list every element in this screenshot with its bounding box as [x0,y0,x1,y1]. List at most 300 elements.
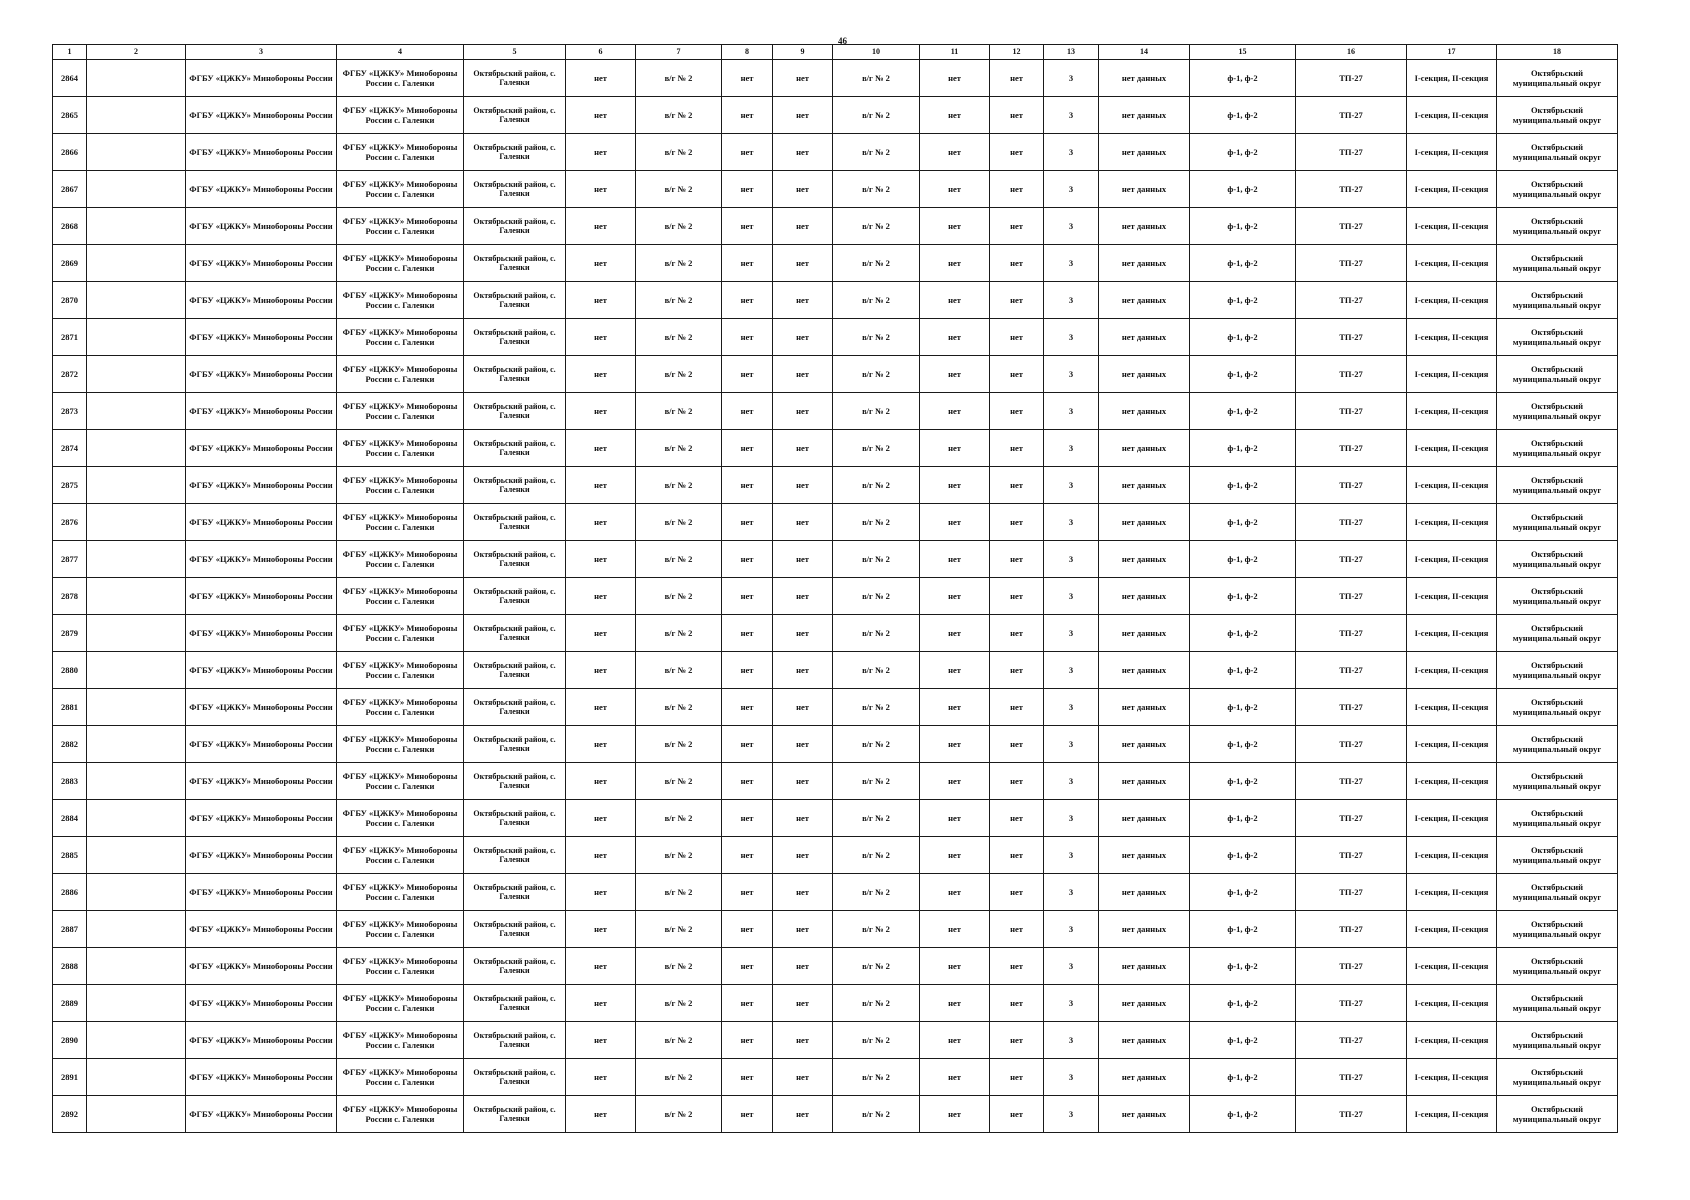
cell-col-8: нет [722,689,773,726]
cell-col-8: нет [722,874,773,911]
cell-col-9: нет [773,208,833,245]
table-row [53,134,1618,171]
cell-col-4: ФГБУ «ЦЖКУ» Минобороны России с. Галенки [337,615,464,652]
cell-col-13: 3 [1044,874,1099,911]
cell-col-1: 2865 [53,97,87,134]
cell-col-2 [87,467,186,504]
cell-col-1: 2864 [53,60,87,97]
cell-col-14: нет данных [1099,430,1190,467]
cell-col-4: ФГБУ «ЦЖКУ» Минобороны России с. Галенки [337,985,464,1022]
column-header-15: 15 [1190,45,1296,60]
cell-col-11: нет [920,652,990,689]
cell-col-2 [87,60,186,97]
cell-col-6: нет [566,1096,636,1133]
cell-col-14: нет данных [1099,245,1190,282]
cell-col-2 [87,615,186,652]
cell-col-11: нет [920,134,990,171]
cell-col-6: нет [566,1022,636,1059]
cell-col-12: нет [990,615,1044,652]
cell-col-8: нет [722,911,773,948]
cell-col-11: нет [920,245,990,282]
cell-col-18: Октябрьский муниципальный округ [1497,393,1618,430]
cell-col-2 [87,763,186,800]
cell-col-8: нет [722,800,773,837]
cell-col-7: в/г № 2 [636,134,722,171]
cell-col-9: нет [773,874,833,911]
cell-col-6: нет [566,134,636,171]
cell-col-9: нет [773,319,833,356]
cell-col-4: ФГБУ «ЦЖКУ» Минобороны России с. Галенки [337,689,464,726]
column-header-12: 12 [990,45,1044,60]
cell-col-6: нет [566,504,636,541]
cell-col-16: ТП-27 [1296,171,1407,208]
cell-col-1: 2881 [53,689,87,726]
table-row [53,504,1618,541]
cell-col-4: ФГБУ «ЦЖКУ» Минобороны России с. Галенки [337,1022,464,1059]
cell-col-18: Октябрьский муниципальный округ [1497,800,1618,837]
cell-col-7: в/г № 2 [636,948,722,985]
cell-col-18: Октябрьский муниципальный округ [1497,282,1618,319]
column-header-11: 11 [920,45,990,60]
cell-col-5: Октябрьский район, с. Галенки [464,726,566,763]
cell-col-8: нет [722,541,773,578]
cell-col-17: I-секция, II-секция [1407,837,1497,874]
cell-col-3: ФГБУ «ЦЖКУ» Минобороны России [186,208,337,245]
cell-col-4: ФГБУ «ЦЖКУ» Минобороны России с. Галенки [337,948,464,985]
cell-col-18: Октябрьский муниципальный округ [1497,208,1618,245]
cell-col-8: нет [722,985,773,1022]
table-row [53,1059,1618,1096]
cell-col-9: нет [773,689,833,726]
cell-col-10: в/г № 2 [833,504,920,541]
cell-col-10: в/г № 2 [833,800,920,837]
cell-col-14: нет данных [1099,504,1190,541]
cell-col-3: ФГБУ «ЦЖКУ» Минобороны России [186,319,337,356]
cell-col-4: ФГБУ «ЦЖКУ» Минобороны России с. Галенки [337,97,464,134]
column-header-8: 8 [722,45,773,60]
cell-col-7: в/г № 2 [636,171,722,208]
cell-col-3: ФГБУ «ЦЖКУ» Минобороны России [186,874,337,911]
cell-col-6: нет [566,245,636,282]
cell-col-13: 3 [1044,319,1099,356]
cell-col-15: ф-1, ф-2 [1190,171,1296,208]
cell-col-3: ФГБУ «ЦЖКУ» Минобороны России [186,60,337,97]
cell-col-14: нет данных [1099,800,1190,837]
cell-col-17: I-секция, II-секция [1407,208,1497,245]
cell-col-13: 3 [1044,393,1099,430]
cell-col-7: в/г № 2 [636,319,722,356]
cell-col-8: нет [722,1096,773,1133]
cell-col-5: Октябрьский район, с. Галенки [464,504,566,541]
cell-col-12: нет [990,1096,1044,1133]
cell-col-13: 3 [1044,763,1099,800]
cell-col-7: в/г № 2 [636,60,722,97]
cell-col-14: нет данных [1099,911,1190,948]
cell-col-18: Октябрьский муниципальный округ [1497,171,1618,208]
cell-col-7: в/г № 2 [636,467,722,504]
cell-col-7: в/г № 2 [636,393,722,430]
cell-col-15: ф-1, ф-2 [1190,578,1296,615]
cell-col-11: нет [920,1022,990,1059]
cell-col-17: I-секция, II-секция [1407,356,1497,393]
cell-col-16: ТП-27 [1296,319,1407,356]
cell-col-6: нет [566,97,636,134]
cell-col-11: нет [920,874,990,911]
cell-col-13: 3 [1044,800,1099,837]
cell-col-18: Октябрьский муниципальный округ [1497,578,1618,615]
cell-col-3: ФГБУ «ЦЖКУ» Минобороны России [186,356,337,393]
cell-col-5: Октябрьский район, с. Галенки [464,97,566,134]
cell-col-9: нет [773,911,833,948]
cell-col-7: в/г № 2 [636,763,722,800]
cell-col-11: нет [920,393,990,430]
cell-col-9: нет [773,800,833,837]
column-numbers-row [53,45,1618,60]
cell-col-17: I-секция, II-секция [1407,60,1497,97]
table-body [53,60,1618,1133]
cell-col-12: нет [990,578,1044,615]
cell-col-10: в/г № 2 [833,615,920,652]
cell-col-14: нет данных [1099,467,1190,504]
cell-col-3: ФГБУ «ЦЖКУ» Минобороны России [186,430,337,467]
cell-col-11: нет [920,282,990,319]
cell-col-17: I-секция, II-секция [1407,615,1497,652]
cell-col-18: Октябрьский муниципальный округ [1497,874,1618,911]
cell-col-13: 3 [1044,208,1099,245]
cell-col-4: ФГБУ «ЦЖКУ» Минобороны России с. Галенки [337,134,464,171]
cell-col-5: Октябрьский район, с. Галенки [464,837,566,874]
cell-col-11: нет [920,504,990,541]
cell-col-15: ф-1, ф-2 [1190,726,1296,763]
cell-col-10: в/г № 2 [833,985,920,1022]
cell-col-12: нет [990,97,1044,134]
cell-col-3: ФГБУ «ЦЖКУ» Минобороны России [186,578,337,615]
cell-col-13: 3 [1044,430,1099,467]
table-row [53,689,1618,726]
cell-col-11: нет [920,541,990,578]
cell-col-12: нет [990,319,1044,356]
cell-col-12: нет [990,911,1044,948]
cell-col-13: 3 [1044,60,1099,97]
cell-col-17: I-секция, II-секция [1407,911,1497,948]
cell-col-17: I-секция, II-секция [1407,652,1497,689]
cell-col-16: ТП-27 [1296,134,1407,171]
cell-col-10: в/г № 2 [833,948,920,985]
column-header-2: 2 [87,45,186,60]
cell-col-15: ф-1, ф-2 [1190,948,1296,985]
cell-col-14: нет данных [1099,282,1190,319]
cell-col-7: в/г № 2 [636,726,722,763]
cell-col-9: нет [773,356,833,393]
register-table [52,44,1618,1133]
cell-col-13: 3 [1044,356,1099,393]
cell-col-18: Октябрьский муниципальный округ [1497,948,1618,985]
cell-col-11: нет [920,726,990,763]
cell-col-15: ф-1, ф-2 [1190,652,1296,689]
cell-col-12: нет [990,356,1044,393]
cell-col-6: нет [566,837,636,874]
cell-col-15: ф-1, ф-2 [1190,874,1296,911]
cell-col-14: нет данных [1099,837,1190,874]
cell-col-17: I-секция, II-секция [1407,97,1497,134]
cell-col-16: ТП-27 [1296,245,1407,282]
cell-col-18: Октябрьский муниципальный округ [1497,60,1618,97]
cell-col-7: в/г № 2 [636,578,722,615]
cell-col-1: 2872 [53,356,87,393]
cell-col-8: нет [722,504,773,541]
cell-col-11: нет [920,1096,990,1133]
cell-col-17: I-секция, II-секция [1407,985,1497,1022]
cell-col-10: в/г № 2 [833,282,920,319]
cell-col-14: нет данных [1099,171,1190,208]
cell-col-1: 2884 [53,800,87,837]
cell-col-11: нет [920,171,990,208]
column-header-10: 10 [833,45,920,60]
cell-col-5: Октябрьский район, с. Галенки [464,171,566,208]
cell-col-1: 2867 [53,171,87,208]
cell-col-12: нет [990,874,1044,911]
cell-col-8: нет [722,467,773,504]
column-header-1: 1 [53,45,87,60]
cell-col-15: ф-1, ф-2 [1190,97,1296,134]
cell-col-12: нет [990,689,1044,726]
cell-col-15: ф-1, ф-2 [1190,615,1296,652]
cell-col-9: нет [773,430,833,467]
cell-col-15: ф-1, ф-2 [1190,208,1296,245]
cell-col-6: нет [566,948,636,985]
cell-col-18: Октябрьский муниципальный округ [1497,837,1618,874]
cell-col-11: нет [920,578,990,615]
cell-col-5: Октябрьский район, с. Галенки [464,134,566,171]
cell-col-16: ТП-27 [1296,874,1407,911]
cell-col-16: ТП-27 [1296,615,1407,652]
cell-col-14: нет данных [1099,763,1190,800]
cell-col-7: в/г № 2 [636,97,722,134]
cell-col-3: ФГБУ «ЦЖКУ» Минобороны России [186,911,337,948]
cell-col-13: 3 [1044,245,1099,282]
table-row [53,726,1618,763]
cell-col-4: ФГБУ «ЦЖКУ» Минобороны России с. Галенки [337,763,464,800]
cell-col-12: нет [990,652,1044,689]
cell-col-6: нет [566,911,636,948]
cell-col-18: Октябрьский муниципальный округ [1497,245,1618,282]
cell-col-9: нет [773,134,833,171]
cell-col-11: нет [920,615,990,652]
cell-col-10: в/г № 2 [833,319,920,356]
cell-col-12: нет [990,504,1044,541]
column-header-18: 18 [1497,45,1618,60]
cell-col-18: Октябрьский муниципальный округ [1497,467,1618,504]
cell-col-10: в/г № 2 [833,208,920,245]
column-header-13: 13 [1044,45,1099,60]
cell-col-1: 2866 [53,134,87,171]
cell-col-4: ФГБУ «ЦЖКУ» Минобороны России с. Галенки [337,208,464,245]
cell-col-12: нет [990,282,1044,319]
cell-col-4: ФГБУ «ЦЖКУ» Минобороны России с. Галенки [337,393,464,430]
table-row [53,467,1618,504]
table-row [53,282,1618,319]
cell-col-8: нет [722,393,773,430]
cell-col-10: в/г № 2 [833,1022,920,1059]
cell-col-2 [87,393,186,430]
cell-col-9: нет [773,245,833,282]
cell-col-2 [87,97,186,134]
cell-col-17: I-секция, II-секция [1407,504,1497,541]
cell-col-14: нет данных [1099,652,1190,689]
cell-col-8: нет [722,245,773,282]
cell-col-1: 2885 [53,837,87,874]
cell-col-17: I-секция, II-секция [1407,541,1497,578]
cell-col-5: Октябрьский район, с. Галенки [464,763,566,800]
cell-col-9: нет [773,1022,833,1059]
cell-col-7: в/г № 2 [636,504,722,541]
cell-col-17: I-секция, II-секция [1407,1059,1497,1096]
cell-col-1: 2878 [53,578,87,615]
cell-col-13: 3 [1044,467,1099,504]
cell-col-3: ФГБУ «ЦЖКУ» Минобороны России [186,763,337,800]
cell-col-13: 3 [1044,948,1099,985]
cell-col-8: нет [722,578,773,615]
cell-col-16: ТП-27 [1296,430,1407,467]
cell-col-17: I-секция, II-секция [1407,319,1497,356]
cell-col-5: Октябрьский район, с. Галенки [464,319,566,356]
cell-col-5: Октябрьский район, с. Галенки [464,467,566,504]
cell-col-4: ФГБУ «ЦЖКУ» Минобороны России с. Галенки [337,282,464,319]
cell-col-8: нет [722,97,773,134]
table-row [53,356,1618,393]
cell-col-2 [87,985,186,1022]
cell-col-10: в/г № 2 [833,97,920,134]
cell-col-16: ТП-27 [1296,1096,1407,1133]
cell-col-11: нет [920,319,990,356]
cell-col-15: ф-1, ф-2 [1190,60,1296,97]
cell-col-18: Октябрьский муниципальный округ [1497,763,1618,800]
cell-col-9: нет [773,763,833,800]
page-number-mark: 46 [838,36,847,46]
cell-col-1: 2891 [53,1059,87,1096]
cell-col-1: 2876 [53,504,87,541]
column-header-17: 17 [1407,45,1497,60]
cell-col-2 [87,356,186,393]
cell-col-9: нет [773,60,833,97]
cell-col-6: нет [566,652,636,689]
table-row [53,578,1618,615]
cell-col-5: Октябрьский район, с. Галенки [464,578,566,615]
cell-col-6: нет [566,763,636,800]
cell-col-5: Октябрьский район, с. Галенки [464,689,566,726]
table-row [53,97,1618,134]
cell-col-5: Октябрьский район, с. Галенки [464,800,566,837]
cell-col-15: ф-1, ф-2 [1190,911,1296,948]
cell-col-1: 2882 [53,726,87,763]
cell-col-9: нет [773,97,833,134]
cell-col-4: ФГБУ «ЦЖКУ» Минобороны России с. Галенки [337,800,464,837]
cell-col-2 [87,726,186,763]
cell-col-6: нет [566,726,636,763]
cell-col-4: ФГБУ «ЦЖКУ» Минобороны России с. Галенки [337,541,464,578]
cell-col-13: 3 [1044,837,1099,874]
cell-col-2 [87,800,186,837]
cell-col-11: нет [920,1059,990,1096]
cell-col-2 [87,245,186,282]
cell-col-16: ТП-27 [1296,689,1407,726]
cell-col-7: в/г № 2 [636,1059,722,1096]
cell-col-13: 3 [1044,578,1099,615]
cell-col-17: I-секция, II-секция [1407,874,1497,911]
cell-col-15: ф-1, ф-2 [1190,1022,1296,1059]
cell-col-16: ТП-27 [1296,800,1407,837]
cell-col-3: ФГБУ «ЦЖКУ» Минобороны России [186,1096,337,1133]
table-row [53,985,1618,1022]
table-row [53,393,1618,430]
cell-col-12: нет [990,541,1044,578]
cell-col-3: ФГБУ «ЦЖКУ» Минобороны России [186,985,337,1022]
cell-col-1: 2886 [53,874,87,911]
cell-col-12: нет [990,985,1044,1022]
cell-col-13: 3 [1044,504,1099,541]
cell-col-14: нет данных [1099,97,1190,134]
cell-col-3: ФГБУ «ЦЖКУ» Минобороны России [186,171,337,208]
cell-col-18: Октябрьский муниципальный округ [1497,97,1618,134]
cell-col-16: ТП-27 [1296,97,1407,134]
cell-col-1: 2890 [53,1022,87,1059]
cell-col-12: нет [990,837,1044,874]
cell-col-1: 2879 [53,615,87,652]
cell-col-6: нет [566,985,636,1022]
cell-col-4: ФГБУ «ЦЖКУ» Минобороны России с. Галенки [337,356,464,393]
cell-col-18: Октябрьский муниципальный округ [1497,689,1618,726]
cell-col-1: 2887 [53,911,87,948]
cell-col-6: нет [566,430,636,467]
cell-col-18: Октябрьский муниципальный округ [1497,985,1618,1022]
cell-col-17: I-секция, II-секция [1407,800,1497,837]
cell-col-17: I-секция, II-секция [1407,134,1497,171]
cell-col-9: нет [773,652,833,689]
cell-col-7: в/г № 2 [636,800,722,837]
cell-col-11: нет [920,911,990,948]
cell-col-4: ФГБУ «ЦЖКУ» Минобороны России с. Галенки [337,60,464,97]
cell-col-9: нет [773,393,833,430]
cell-col-16: ТП-27 [1296,208,1407,245]
cell-col-16: ТП-27 [1296,763,1407,800]
cell-col-2 [87,430,186,467]
cell-col-3: ФГБУ «ЦЖКУ» Минобороны России [186,652,337,689]
cell-col-5: Октябрьский район, с. Галенки [464,356,566,393]
cell-col-11: нет [920,948,990,985]
cell-col-11: нет [920,837,990,874]
cell-col-8: нет [722,615,773,652]
cell-col-17: I-секция, II-секция [1407,245,1497,282]
cell-col-5: Октябрьский район, с. Галенки [464,282,566,319]
cell-col-16: ТП-27 [1296,60,1407,97]
cell-col-10: в/г № 2 [833,467,920,504]
cell-col-14: нет данных [1099,948,1190,985]
cell-col-2 [87,911,186,948]
cell-col-6: нет [566,615,636,652]
cell-col-1: 2874 [53,430,87,467]
cell-col-8: нет [722,837,773,874]
cell-col-10: в/г № 2 [833,763,920,800]
cell-col-6: нет [566,356,636,393]
cell-col-1: 2888 [53,948,87,985]
cell-col-17: I-секция, II-секция [1407,393,1497,430]
cell-col-13: 3 [1044,1022,1099,1059]
cell-col-2 [87,652,186,689]
cell-col-13: 3 [1044,1059,1099,1096]
cell-col-18: Октябрьский муниципальный округ [1497,1096,1618,1133]
table-row [53,171,1618,208]
cell-col-3: ФГБУ «ЦЖКУ» Минобороны России [186,245,337,282]
